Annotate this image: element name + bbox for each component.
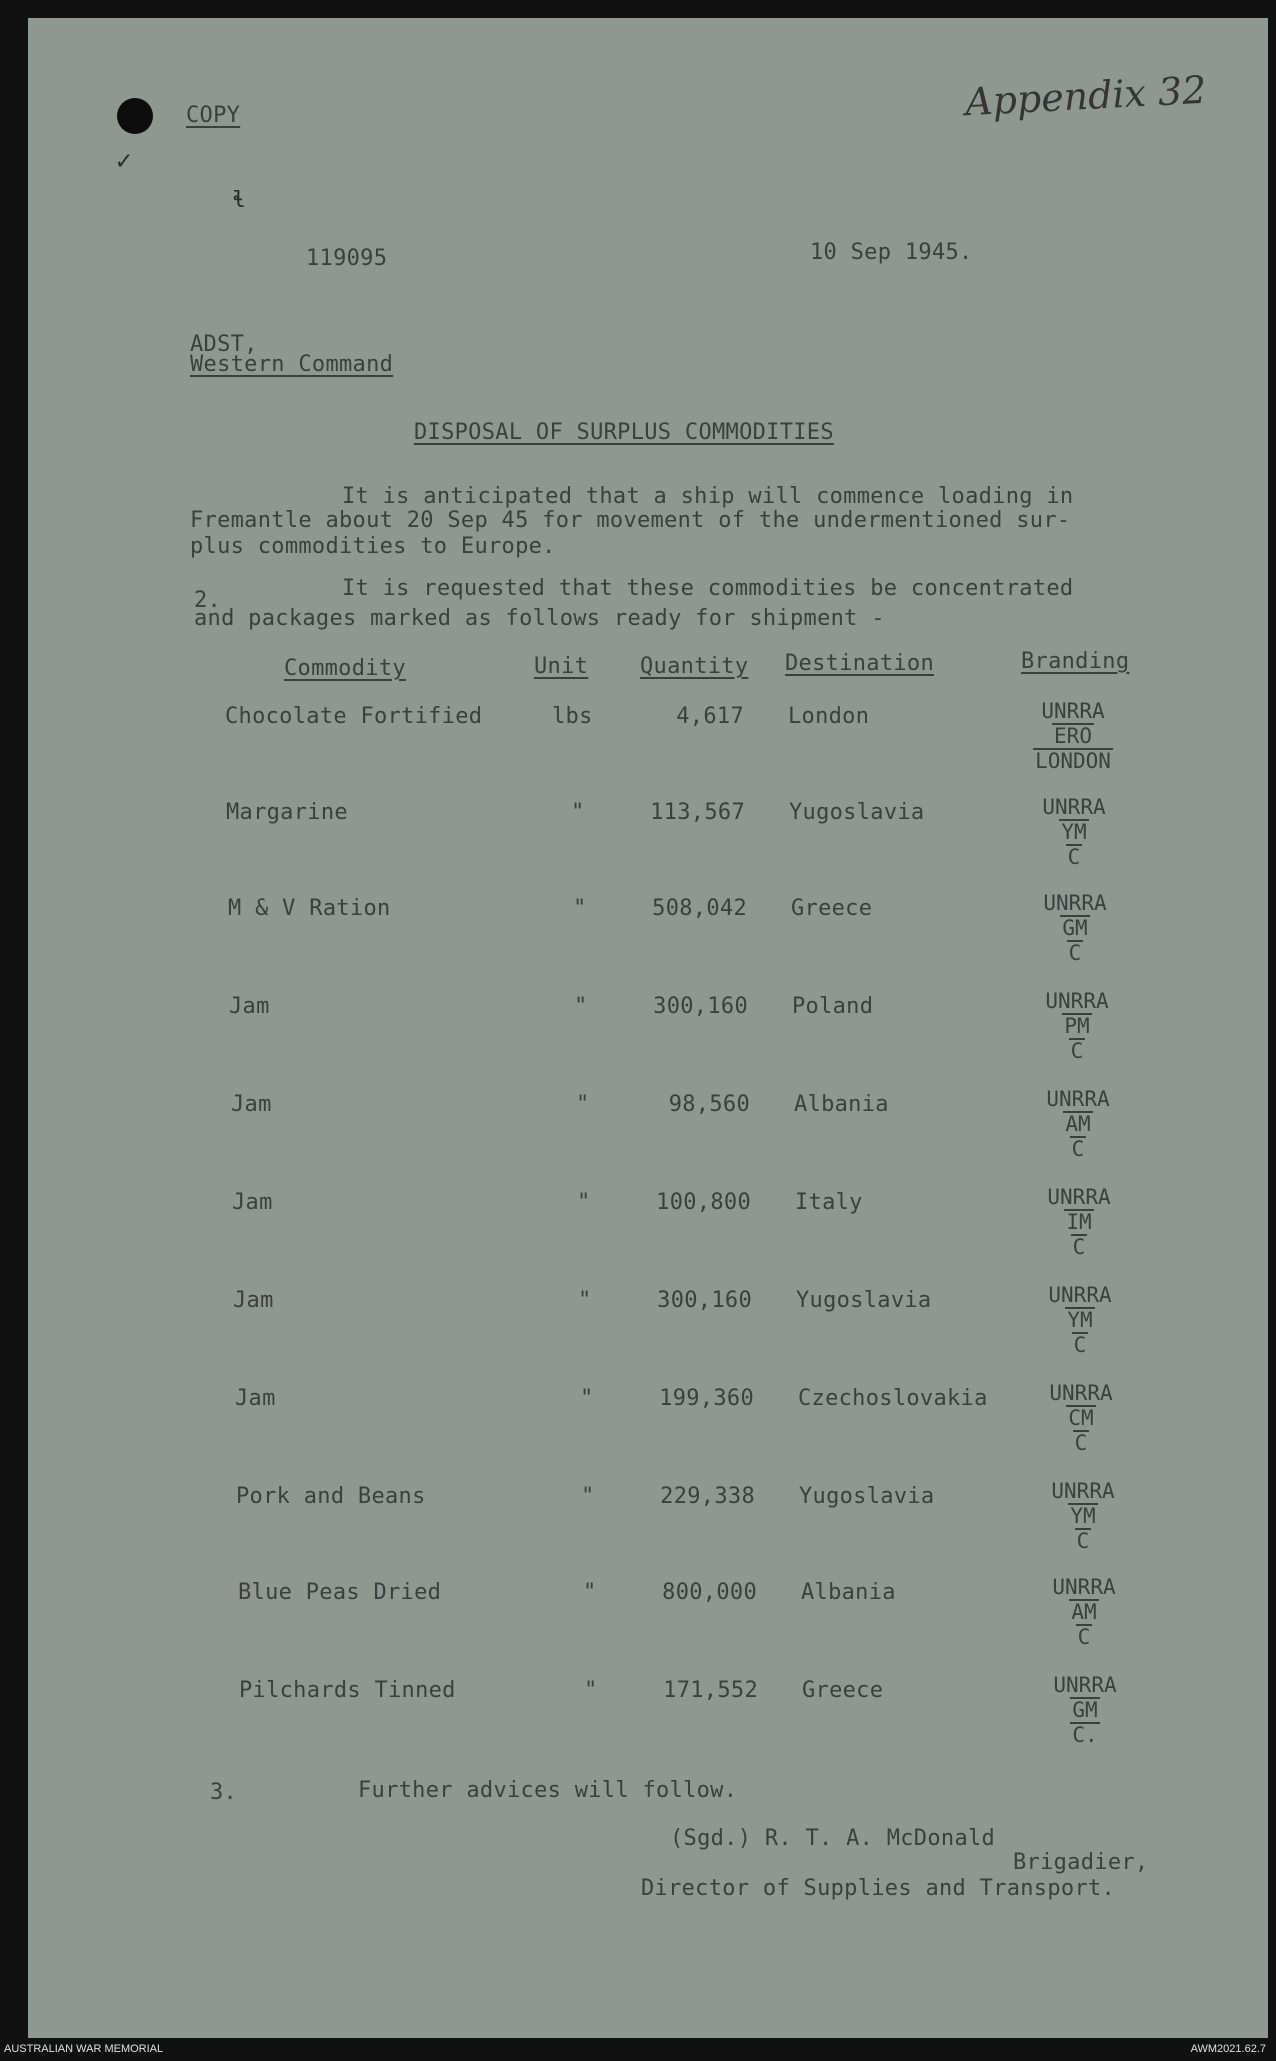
signature-title: Director of Supplies and Transport. — [641, 1876, 1116, 1901]
handwritten-note: Appendix 32 — [964, 67, 1208, 125]
copy-label: COPY — [186, 103, 241, 128]
row-commodity: Margarine — [226, 800, 348, 825]
branding-middle: YM — [1067, 1308, 1093, 1332]
row-branding — [1028, 1088, 1128, 1161]
branding-top: UNRRA — [1052, 1575, 1116, 1599]
row-unit: " — [581, 1484, 595, 1509]
branding-top: UNRRA — [1041, 699, 1105, 723]
row-branding — [1031, 1382, 1131, 1455]
row-unit: lbs — [552, 704, 593, 729]
row-quantity: 229,338 — [660, 1484, 755, 1509]
row-unit: " — [580, 1386, 594, 1411]
signature-name: (Sgd.) R. T. A. McDonald — [670, 1826, 996, 1851]
para2-line1: It is requested that these commodities be concentrated — [342, 576, 1074, 601]
branding-top: UNRRA — [1043, 891, 1107, 915]
row-branding — [1033, 1480, 1133, 1553]
branding-middle: IM — [1066, 1210, 1092, 1234]
row-destination: Yugoslavia — [796, 1288, 932, 1313]
para1-line2: Fremantle about 20 Sep 45 for movement of the undermentioned sur- — [190, 508, 1071, 533]
document-title: DISPOSAL OF SURPLUS COMMODITIES — [414, 420, 834, 445]
row-unit: " — [584, 1678, 598, 1703]
row-commodity: Jam — [233, 1288, 274, 1313]
row-branding — [1034, 1576, 1134, 1649]
branding-bottom: C — [1077, 1625, 1091, 1649]
row-commodity: Jam — [235, 1386, 276, 1411]
header-quantity: Quantity — [640, 654, 749, 679]
branding-top: UNRRA — [1048, 1283, 1112, 1307]
branding-top: UNRRA — [1053, 1673, 1117, 1697]
addressee-line-2: Western Command — [190, 352, 394, 377]
branding-bottom: LONDON — [1035, 749, 1111, 773]
branding-top: UNRRA — [1049, 1381, 1113, 1405]
branding-top: UNRRA — [1047, 1185, 1111, 1209]
row-unit: " — [577, 1190, 591, 1215]
header-unit: Unit — [534, 654, 589, 679]
header-branding: Branding — [1021, 649, 1130, 674]
row-commodity: Chocolate Fortified — [225, 704, 483, 729]
branding-bottom: C — [1074, 1431, 1088, 1455]
branding-top: UNRRA — [1045, 989, 1109, 1013]
branding-bottom: C — [1068, 941, 1082, 965]
row-branding — [1027, 990, 1127, 1063]
row-unit: " — [578, 1288, 592, 1313]
reference-number: 119095 — [306, 246, 388, 271]
branding-middle: AM — [1065, 1112, 1091, 1136]
row-quantity: 171,552 — [663, 1678, 758, 1703]
row-quantity: 508,042 — [652, 896, 747, 921]
row-unit: " — [571, 800, 585, 825]
branding-top: UNRRA — [1046, 1087, 1110, 1111]
row-branding — [1024, 796, 1124, 869]
document-date: 10 Sep 1945. — [810, 240, 973, 265]
branding-middle: ERO — [1054, 724, 1092, 748]
row-branding — [1025, 892, 1125, 965]
row-destination: Yugoslavia — [789, 800, 925, 825]
header-commodity: Commodity — [284, 656, 406, 681]
ink-mark: ✓ — [116, 146, 132, 176]
branding-middle: YM — [1070, 1504, 1096, 1528]
branding-middle: YM — [1061, 820, 1087, 844]
row-quantity: 113,567 — [650, 800, 745, 825]
row-destination: Czechoslovakia — [798, 1386, 988, 1411]
row-unit: " — [583, 1580, 597, 1605]
row-quantity: 100,800 — [656, 1190, 751, 1215]
branding-middle: CM — [1068, 1406, 1094, 1430]
row-commodity: Pilchards Tinned — [239, 1678, 456, 1703]
row-unit: " — [574, 994, 588, 1019]
para1-line1: It is anticipated that a ship will commence loading in — [342, 484, 1074, 509]
header-destination: Destination — [785, 651, 934, 676]
para2-line2: and packages marked as follows ready for shipment - — [194, 606, 885, 631]
branding-bottom: C — [1072, 1235, 1086, 1259]
row-quantity: 199,360 — [659, 1386, 754, 1411]
branding-bottom: C. — [1072, 1723, 1098, 1747]
punch-hole — [117, 98, 153, 134]
row-quantity: 98,560 — [668, 1092, 750, 1117]
row-destination: Poland — [792, 994, 874, 1019]
signature-rank: Brigadier, — [1013, 1850, 1149, 1875]
row-branding — [1035, 1674, 1135, 1747]
branding-top: UNRRA — [1042, 795, 1106, 819]
row-commodity: Jam — [231, 1092, 272, 1117]
row-quantity: 300,160 — [653, 994, 748, 1019]
branding-bottom: C — [1076, 1529, 1090, 1553]
ink-mark: ɬ — [232, 188, 246, 213]
para3-number: 3. — [210, 1780, 238, 1805]
row-quantity: 300,160 — [657, 1288, 752, 1313]
row-unit: " — [573, 896, 587, 921]
row-commodity: Jam — [232, 1190, 273, 1215]
footer-accession: AWM2021.62.7 — [1190, 2043, 1266, 2055]
branding-middle: GM — [1072, 1698, 1098, 1722]
row-commodity: M & V Ration — [228, 896, 391, 921]
footer-institution: AUSTRALIAN WAR MEMORIAL — [4, 2043, 164, 2055]
row-branding — [1023, 700, 1123, 773]
row-destination: Albania — [801, 1580, 896, 1605]
row-commodity: Pork and Beans — [236, 1484, 426, 1509]
branding-bottom: C — [1071, 1137, 1085, 1161]
branding-bottom: C — [1070, 1039, 1084, 1063]
addressee-line-1: ADST, — [190, 332, 258, 357]
branding-bottom: C — [1067, 845, 1081, 869]
row-destination: Greece — [802, 1678, 884, 1703]
row-commodity: Blue Peas Dried — [238, 1580, 442, 1605]
row-destination: Italy — [795, 1190, 863, 1215]
row-quantity: 800,000 — [662, 1580, 757, 1605]
para3-text: Further advices will follow. — [358, 1778, 738, 1803]
para1-line3: plus commodities to Europe. — [190, 534, 556, 559]
row-unit: " — [576, 1092, 590, 1117]
row-destination: Yugoslavia — [799, 1484, 935, 1509]
row-quantity: 4,617 — [676, 704, 744, 729]
branding-middle: PM — [1064, 1014, 1090, 1038]
row-destination: London — [788, 704, 870, 729]
row-commodity: Jam — [229, 994, 270, 1019]
branding-bottom: C — [1073, 1333, 1087, 1357]
row-branding — [1030, 1284, 1130, 1357]
branding-top: UNRRA — [1051, 1479, 1115, 1503]
branding-middle: GM — [1062, 916, 1088, 940]
branding-middle: AM — [1071, 1600, 1097, 1624]
row-destination: Greece — [791, 896, 873, 921]
row-destination: Albania — [794, 1092, 889, 1117]
row-branding — [1029, 1186, 1129, 1259]
para2-number: 2. — [194, 588, 222, 613]
